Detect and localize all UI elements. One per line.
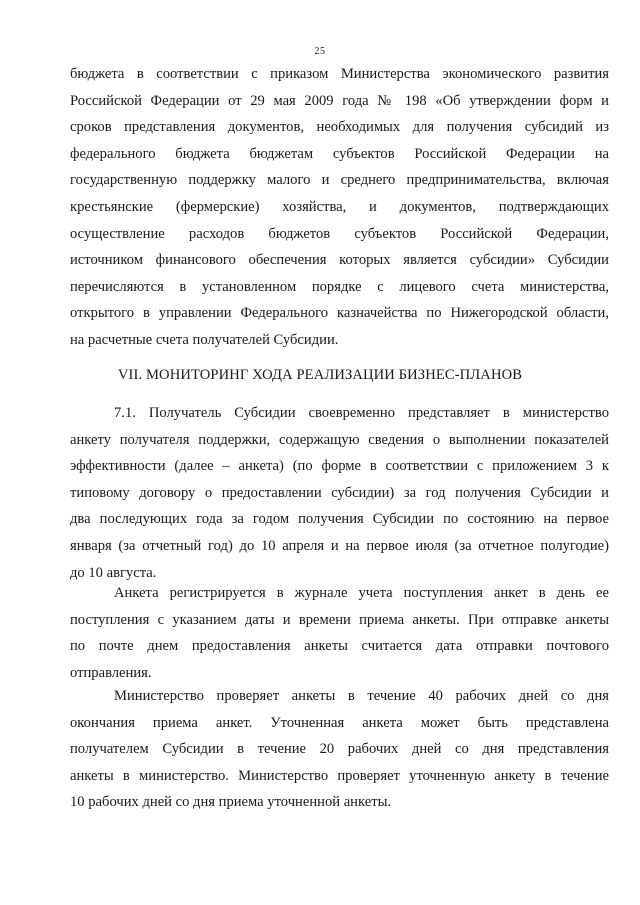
- section-heading: VII. МОНИТОРИНГ ХОДА РЕАЛИЗАЦИИ БИЗНЕС-ПЛАНОВ: [117, 367, 523, 383]
- paragraph-line: января (за отчетный год) до 10 апреля и на первое июля (за отчетное полугодие): [70, 537, 609, 554]
- paragraph-line: бюджета в соответствии с приказом Министерства экономического развития: [70, 66, 609, 82]
- paragraph-line: осуществление расходов бюджетов субъектов Российской Федерации,: [70, 225, 609, 242]
- paragraph-line: Анкета регистрируется в журнале учета поступления анкет в день ее: [114, 585, 609, 601]
- paragraph-line: крестьянские (фермерские) хозяйства, и документов, подтверждающих: [70, 198, 609, 215]
- paragraph-line: эффективности (далее – анкета) (по форме в соответствии с приложением 3 к: [70, 458, 609, 475]
- paragraph-line: сроков представления документов, необходимых для получения субсидий из: [70, 119, 609, 136]
- paragraph-line: отправления.: [70, 664, 152, 681]
- paragraph-line: до 10 августа.: [70, 564, 157, 581]
- paragraph-line: два последующих года за годом получения Субсидии по состоянию на первое: [70, 511, 609, 528]
- paragraph-line: перечисляются в установленном порядке с лицевого счета министерства,: [70, 278, 609, 295]
- paragraph-questionnaire-submission: [70, 400, 609, 586]
- paragraph-line: 7.1. Получатель Субсидии своевременно представляет в министерство: [114, 405, 609, 421]
- paragraph-line: по почте днем предоставления анкеты считается дата отправки почтового: [70, 638, 609, 655]
- paragraph-line: типовому договору о предоставлении субсидии) за год получения Субсидии и: [70, 484, 609, 501]
- paragraph-subsidy-transfer: [70, 61, 609, 354]
- paragraph-line: 10 рабочих дней со дня приема уточненной анкеты.: [70, 794, 392, 811]
- paragraph-questionnaire-registration: [70, 580, 609, 686]
- paragraph-line: на расчетные счета получателей Субсидии.: [70, 331, 339, 348]
- paragraph-line: источником финансового обеспечения которых является субсидии» Субсидии: [70, 252, 609, 269]
- paragraph-line: государственную поддержку малого и среднего предпринимательства, включая: [70, 172, 609, 189]
- paragraph-line: получателем Субсидии в течение 20 рабочих дней со дня представления: [70, 741, 609, 758]
- paragraph-questionnaire-review: [70, 683, 609, 816]
- paragraph-line: анкету получателя поддержки, содержащую сведения о выполнении показателей: [70, 431, 609, 448]
- paragraph-line: поступления с указанием даты и времени приема анкеты. При отправке анкеты: [70, 611, 609, 628]
- paragraph-line: Министерство проверяет анкеты в течение 40 рабочих дней со дня: [114, 688, 609, 704]
- paragraph-line: Российской Федерации от 29 мая 2009 года № 198 «Об утверждении форм и: [70, 92, 609, 109]
- paragraph-line: открытого в управлении Федерального казначейства по Нижегородской области,: [70, 305, 609, 322]
- paragraph-line: федерального бюджета бюджетам субъектов Российской Федерации на: [70, 145, 609, 162]
- paragraph-line: окончания приема анкет. Уточненная анкета может быть представлена: [70, 714, 609, 731]
- paragraph-line: анкеты в министерство. Министерство проверяет уточненную анкету в течение: [70, 767, 609, 784]
- page-number: 25: [314, 46, 326, 57]
